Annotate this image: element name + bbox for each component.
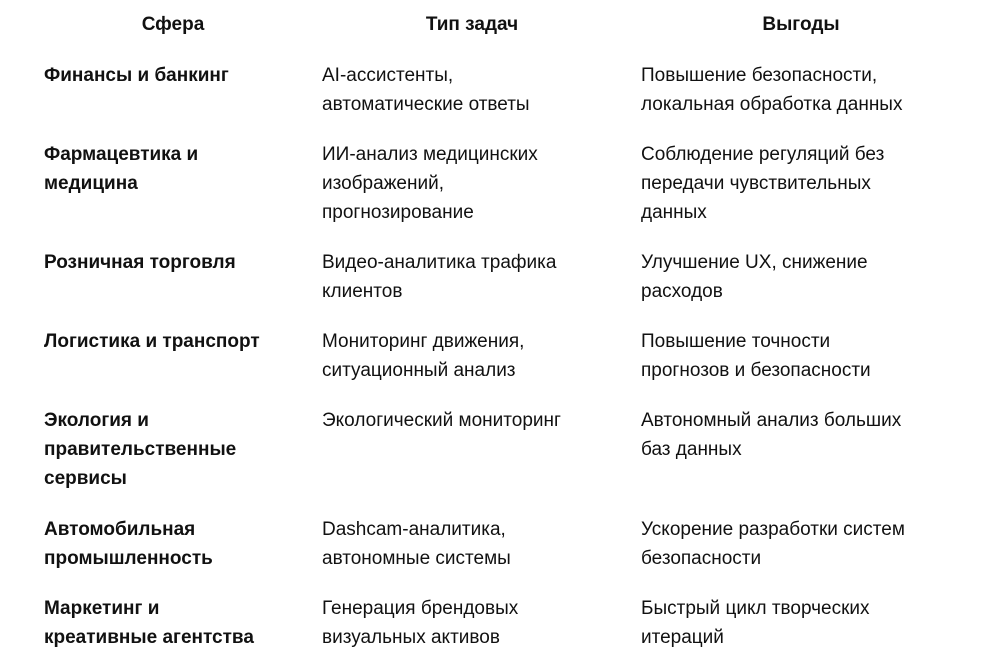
cell-sphere: Розничная торговля bbox=[44, 252, 236, 273]
header-tasks: Тип задач bbox=[425, 14, 519, 35]
cell-benefits: Быстрый цикл творческих итераций bbox=[641, 598, 870, 648]
cell-benefits: Соблюдение регуляций без передачи чувствительных данных bbox=[641, 144, 885, 223]
cell-sphere: Автомобильная промышленность bbox=[44, 519, 213, 569]
cell-sphere: Фармацевтика и медицина bbox=[44, 144, 199, 194]
cell-benefits: Ускорение разработки систем безопасности bbox=[641, 519, 905, 569]
cell-sphere: Финансы и банкинг bbox=[44, 65, 229, 86]
cell-tasks: Мониторинг движения, ситуационный анализ bbox=[322, 331, 525, 381]
cell-tasks: Dashcam-аналитика, автономные системы bbox=[322, 519, 511, 569]
cell-benefits: Повышение точности прогнозов и безопасности bbox=[641, 331, 871, 381]
cell-sphere: Экология и правительственные сервисы bbox=[44, 410, 237, 489]
cell-tasks: Экологический мониторинг bbox=[322, 410, 561, 431]
cell-benefits: Повышение безопасности, локальная обработка данных bbox=[641, 65, 903, 115]
cell-tasks: AI-ассистенты, автоматические ответы bbox=[322, 65, 530, 115]
header-benefits: Выгоды bbox=[762, 14, 840, 35]
cell-benefits: Улучшение UX, снижение расходов bbox=[641, 252, 868, 302]
cell-benefits: Автономный анализ больших баз данных bbox=[641, 410, 902, 460]
header-sphere: Сфера bbox=[141, 14, 205, 35]
cell-tasks: Генерация брендовых визуальных активов bbox=[322, 598, 519, 648]
table-header-row bbox=[0, 11, 987, 39]
cell-sphere: Маркетинг и креативные агентства bbox=[44, 598, 254, 648]
cell-sphere: Логистика и транспорт bbox=[44, 331, 260, 352]
cell-tasks: ИИ-анализ медицинских изображений, прогнозирование bbox=[322, 144, 538, 223]
cell-tasks: Видео-аналитика трафика клиентов bbox=[322, 252, 557, 302]
